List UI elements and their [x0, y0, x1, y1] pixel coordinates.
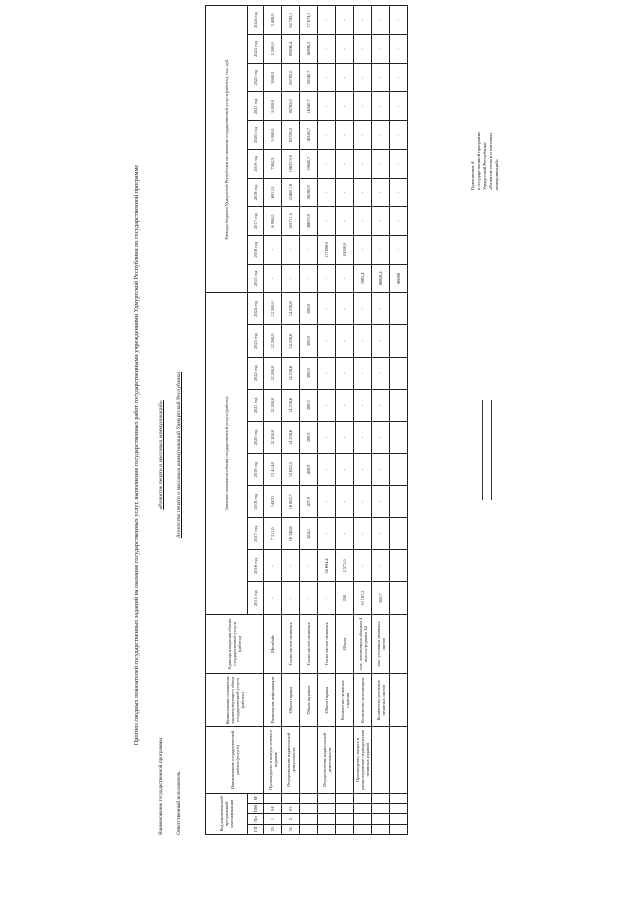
- volume-cell: 7 311,0: [264, 518, 282, 550]
- expense-year-header: 2022 год: [248, 63, 264, 92]
- expense-cell: -: [318, 92, 336, 121]
- pp-cell: 1: [264, 814, 282, 824]
- gp-header: ГП: [248, 824, 264, 834]
- appendix-line: коммуникаций»: [494, 158, 499, 190]
- volume-cell: -: [318, 518, 336, 550]
- expense-cell: -: [300, 264, 318, 293]
- volume-cell: -: [318, 421, 336, 453]
- appendix-line: Удмуртской Республики: [482, 142, 487, 190]
- m-cell: [264, 793, 282, 803]
- pp-cell: [300, 814, 318, 824]
- volume-cell: [390, 518, 408, 550]
- volume-cell: -: [336, 293, 354, 325]
- expense-cell: -: [318, 207, 336, 236]
- expense-cell: 89296,4: [282, 35, 300, 64]
- executor-name: [176, 295, 182, 615]
- volume-cell: -: [282, 582, 300, 614]
- expense-year-header: 2019 год: [248, 149, 264, 178]
- expense-cell: -: [264, 235, 282, 264]
- expense-cell: -: [336, 35, 354, 64]
- expense-cell: -: [354, 178, 372, 207]
- expense-cell: -: [336, 149, 354, 178]
- volume-cell: -: [372, 518, 390, 550]
- signature-line: [482, 400, 483, 500]
- expense-cell: 105711,5: [282, 207, 300, 236]
- volume-cell: -: [354, 389, 372, 421]
- table-row: [354, 6, 372, 835]
- volume-cell: [390, 550, 408, 582]
- om-header: ОМ: [248, 804, 264, 814]
- gp-cell: [390, 824, 408, 834]
- program-name-text: «Развитие печати и массовых коммуникаций»: [158, 400, 164, 510]
- table-row: [300, 6, 318, 835]
- expense-cell: 6911,0: [264, 178, 282, 207]
- signature-line: [491, 400, 492, 500]
- expense-year-header: 2018 год: [248, 178, 264, 207]
- expense-cell: 16340,7: [300, 92, 318, 121]
- m-cell: [282, 793, 300, 803]
- m-cell: [354, 793, 372, 803]
- volume-cell: 250: [336, 582, 354, 614]
- indicators-table: [205, 5, 408, 835]
- expense-cell: -: [354, 35, 372, 64]
- expense-cell: -: [318, 6, 336, 35]
- program-label: Наименование государственной программы: [158, 738, 164, 835]
- expense-cell: -: [390, 63, 408, 92]
- gp-cell: [336, 824, 354, 834]
- volume-cell: 14 238,6: [282, 357, 300, 389]
- table-row: [372, 6, 390, 835]
- volume-cell: 12 200,0: [264, 293, 282, 325]
- indicator-header: Наименование показателя, характеризующего объем государственной услуги (работы): [206, 674, 264, 727]
- expense-cell: -: [336, 63, 354, 92]
- volume-cell: 437,9: [300, 486, 318, 518]
- volume-cell: 454,1: [300, 518, 318, 550]
- volume-cell: -: [372, 357, 390, 389]
- table-row: [336, 6, 354, 835]
- expense-cell: 5 200,0: [264, 35, 282, 64]
- expense-cell: -: [372, 178, 390, 207]
- unit-cell: тыс. экземпляров объемом 4 полосы формата А2: [354, 614, 372, 674]
- volume-cell: -: [318, 293, 336, 325]
- volume-cell: 10 187,2: [354, 582, 372, 614]
- expense-cell: -: [336, 178, 354, 207]
- volume-cell: 389,9: [300, 357, 318, 389]
- om-cell: 04: [264, 804, 282, 814]
- expense-cell: -: [354, 92, 372, 121]
- gp-cell: [318, 824, 336, 834]
- volume-cell: 14 238,6: [282, 421, 300, 453]
- expense-cell: 85785,0: [282, 63, 300, 92]
- service-header: Наименование государственной работы (услуги): [206, 727, 264, 794]
- expense-cell: 16340,7: [300, 63, 318, 92]
- pp-cell: [318, 814, 336, 824]
- m-cell: [336, 793, 354, 803]
- volume-cell: 12 200,0: [264, 357, 282, 389]
- gp-cell: [354, 824, 372, 834]
- expense-cell: -: [354, 6, 372, 35]
- expense-cell: -: [318, 264, 336, 293]
- volume-cell: [390, 421, 408, 453]
- expense-cell: -: [372, 207, 390, 236]
- expense-cell: -: [318, 178, 336, 207]
- expense-cell: 19842,7: [300, 149, 318, 178]
- volume-year-header: 2017 год: [248, 518, 264, 550]
- m-header: М: [248, 793, 264, 803]
- volume-year-header: 2019 год: [248, 454, 264, 486]
- indicator-cell: Количество экземпляров: [354, 674, 372, 727]
- volume-cell: -: [336, 357, 354, 389]
- pp-header: Пп: [248, 814, 264, 824]
- expense-cell: 5 000,0: [264, 92, 282, 121]
- expense-cell: -: [336, 92, 354, 121]
- executor-name-text: Агентство печати и массовых коммуникаций Удмуртской Республики: [176, 371, 182, 539]
- service-cell: Осуществление издательской деятельности: [282, 727, 300, 794]
- expense-cell: 86858,4: [372, 264, 390, 293]
- unit-cell: Тысяч листов печатных: [300, 614, 318, 674]
- volume-cell: [390, 454, 408, 486]
- volume-cell: -: [354, 325, 372, 357]
- volume-cell: -: [336, 486, 354, 518]
- volume-cell: 2 571,0: [336, 550, 354, 582]
- indicator-cell: Объем тиража: [318, 674, 336, 727]
- volume-cell: 13 414,0: [264, 454, 282, 486]
- m-cell: [318, 793, 336, 803]
- pp-cell: [336, 814, 354, 824]
- page-title: Прогноз сводных показателей государственных заданий на оказание государственных услуг, выполнение государственных работ государственными учреждениями Удмуртской Республики по государственной программе: [133, 164, 140, 746]
- volume-cell: -: [354, 293, 372, 325]
- expense-cell: 16340,7: [300, 121, 318, 150]
- gp-cell: 35: [282, 824, 300, 834]
- expense-cell: -: [336, 6, 354, 35]
- volume-cell: 300,7: [372, 582, 390, 614]
- expense-cell: 3985,4: [354, 264, 372, 293]
- table-row: [390, 6, 408, 835]
- expense-cell: -: [336, 264, 354, 293]
- volume-cell: -: [372, 486, 390, 518]
- volume-cell: -: [318, 486, 336, 518]
- volume-cell: [390, 325, 408, 357]
- service-cell: [390, 727, 408, 794]
- expense-cell: 3 408,0: [264, 6, 282, 35]
- expense-cell: -: [354, 63, 372, 92]
- indicator-cell: Объем тиража: [282, 674, 300, 727]
- volume-year-header: 2024 год: [248, 293, 264, 325]
- volume-year-header: 2021 год: [248, 389, 264, 421]
- gp-cell: 35: [264, 824, 282, 834]
- volume-cell: 14 238,6: [282, 325, 300, 357]
- expense-cell: -: [300, 235, 318, 264]
- unit-cell: [390, 614, 408, 674]
- pp-cell: 2: [282, 814, 300, 824]
- indicator-cell: Объем журнала: [300, 674, 318, 727]
- volume-cell: -: [372, 550, 390, 582]
- volume-cell: -: [318, 582, 336, 614]
- expense-cell: -: [372, 121, 390, 150]
- volume-cell: -: [336, 454, 354, 486]
- service-cell: Производство и выпуск сетевого издания: [264, 727, 282, 794]
- volume-cell: 16 802,7: [282, 486, 300, 518]
- unit-header: Единица измерения объема государственной услуги (работы): [206, 614, 264, 674]
- volume-cell: 15 622,5: [282, 454, 300, 486]
- expense-cell: -: [372, 92, 390, 121]
- volume-cell: -: [354, 454, 372, 486]
- volume-cell: -: [318, 325, 336, 357]
- m-cell: [372, 793, 390, 803]
- gp-cell: [300, 824, 318, 834]
- appendix-note: [470, 60, 500, 190]
- gp-cell: [372, 824, 390, 834]
- volume-cell: -: [336, 325, 354, 357]
- unit-cell: Штука: [336, 614, 354, 674]
- expense-cell: -: [354, 121, 372, 150]
- table-row: [282, 6, 300, 835]
- pp-cell: [390, 814, 408, 824]
- service-cell: [336, 727, 354, 794]
- table-row: [318, 6, 336, 835]
- service-cell: Осуществление издательской деятельности: [318, 727, 336, 794]
- volume-cell: -: [372, 421, 390, 453]
- m-cell: [300, 793, 318, 803]
- expense-cell: -: [318, 63, 336, 92]
- expense-cell: 83785,0: [282, 121, 300, 150]
- expense-cell: -: [372, 149, 390, 178]
- expense-cell: 26670,0: [300, 207, 318, 236]
- expense-cell: -: [390, 178, 408, 207]
- volume-cell: -: [318, 454, 336, 486]
- indicator-cell: Размещение информации: [264, 674, 282, 727]
- expense-year-header: 2017 год: [248, 207, 264, 236]
- expense-year-header: 2016 год: [248, 235, 264, 264]
- volume-cell: [390, 389, 408, 421]
- volume-cell: -: [336, 421, 354, 453]
- expense-cell: -: [390, 92, 408, 121]
- unit-cell: Тысяч листов печатных: [282, 614, 300, 674]
- expense-cell: -: [318, 35, 336, 64]
- volume-cell: 16 694,4: [318, 550, 336, 582]
- om-cell: [372, 804, 390, 814]
- volume-cell: -: [372, 389, 390, 421]
- expense-cell: 86088: [390, 264, 408, 293]
- program-name: [158, 295, 164, 615]
- volume-cell: 389,9: [300, 421, 318, 453]
- volume-cell: 12 200,0: [264, 421, 282, 453]
- volume-cell: [390, 293, 408, 325]
- code-group-header: Код аналитической программной классификации: [206, 793, 248, 834]
- volume-cell: 408,9: [300, 454, 318, 486]
- volume-cell: -: [354, 550, 372, 582]
- expense-cell: 92 785,1: [282, 6, 300, 35]
- volume-cell: -: [372, 293, 390, 325]
- m-cell: [390, 793, 408, 803]
- volume-cell: -: [354, 486, 372, 518]
- volume-cell: -: [264, 550, 282, 582]
- pp-cell: [372, 814, 390, 824]
- expense-cell: -: [390, 235, 408, 264]
- volume-year-header: 2023 год: [248, 325, 264, 357]
- expense-cell: 16996,3: [300, 35, 318, 64]
- service-cell: [300, 727, 318, 794]
- expense-cell: -: [390, 121, 408, 150]
- expense-cell: -: [390, 207, 408, 236]
- volume-cell: -: [300, 582, 318, 614]
- volume-cell: -: [336, 389, 354, 421]
- expense-cell: 17 674,1: [300, 6, 318, 35]
- expense-cell: -: [372, 35, 390, 64]
- expense-cell: -: [372, 6, 390, 35]
- expense-cell: -: [390, 149, 408, 178]
- volume-group-header: Значение показателя объема государственной услуги (работы): [206, 293, 248, 614]
- indicator-cell: Количество печатных страниц: [336, 674, 354, 727]
- volume-cell: -: [354, 518, 372, 550]
- indicator-cell: [390, 674, 408, 727]
- volume-cell: 16 348,6: [282, 518, 300, 550]
- om-cell: [318, 804, 336, 814]
- expense-cell: 117498,0: [318, 235, 336, 264]
- expense-cell: 12469 1,8: [282, 178, 300, 207]
- volume-cell: 389,9: [300, 389, 318, 421]
- volume-cell: -: [300, 550, 318, 582]
- appendix-line: к государственной программе: [476, 131, 481, 190]
- expense-cell: 10000,0: [336, 235, 354, 264]
- volume-cell: 12 200,0: [264, 325, 282, 357]
- volume-cell: -: [318, 389, 336, 421]
- pp-cell: [354, 814, 372, 824]
- expense-group-header: Расходы бюджета Удмуртской Республики на оказание государственной услуги (работы), тыс. руб.: [206, 6, 248, 293]
- expense-cell: -: [390, 6, 408, 35]
- volume-cell: -: [372, 325, 390, 357]
- om-cell: [354, 804, 372, 814]
- volume-year-header: 2015 год: [248, 582, 264, 614]
- expense-cell: -: [354, 207, 372, 236]
- service-cell: Производство, выпуск и распространение периодических печатных изданий: [354, 727, 372, 794]
- volume-cell: [390, 582, 408, 614]
- appendix-line: Приложение 4: [470, 161, 475, 190]
- expense-year-header: 2020 год: [248, 121, 264, 150]
- expense-cell: 6 900,0: [264, 207, 282, 236]
- expense-cell: -: [372, 63, 390, 92]
- volume-cell: -: [264, 582, 282, 614]
- expense-cell: -: [336, 121, 354, 150]
- expense-cell: -: [372, 235, 390, 264]
- volume-year-header: 2020 год: [248, 421, 264, 453]
- volume-cell: -: [318, 357, 336, 389]
- expense-cell: -: [390, 35, 408, 64]
- volume-cell: -: [354, 421, 372, 453]
- table-row: [264, 6, 282, 835]
- om-cell: [300, 804, 318, 814]
- expense-year-header: 2021 год: [248, 92, 264, 121]
- volume-cell: [390, 357, 408, 389]
- unit-cell: Мегабайт: [264, 614, 282, 674]
- unit-cell: тыс. условных печатных листов: [372, 614, 390, 674]
- expense-cell: 5000,0: [264, 63, 282, 92]
- appendix-line: «Развитие печати и массовых: [488, 132, 493, 190]
- volume-cell: 14 238,6: [282, 293, 300, 325]
- service-cell: [372, 727, 390, 794]
- expense-cell: -: [264, 264, 282, 293]
- expense-cell: -: [282, 264, 300, 293]
- volume-cell: -: [336, 518, 354, 550]
- expense-cell: -: [354, 149, 372, 178]
- expense-cell: 26180,9: [300, 178, 318, 207]
- expense-cell: 85785,0: [282, 92, 300, 121]
- volume-cell: 389,9: [300, 293, 318, 325]
- expense-year-header: 2023 год: [248, 35, 264, 64]
- expense-year-header: 2024 год: [248, 6, 264, 35]
- om-cell: [390, 804, 408, 814]
- expense-cell: -: [282, 235, 300, 264]
- expense-cell: 5 000,0: [264, 121, 282, 150]
- om-cell: [336, 804, 354, 814]
- om-cell: 03: [282, 804, 300, 814]
- indicator-cell: Количество условных печатных листов: [372, 674, 390, 727]
- volume-year-header: 2022 год: [248, 357, 264, 389]
- expense-cell: -: [318, 121, 336, 150]
- volume-cell: -: [282, 550, 300, 582]
- volume-year-header: 2016 год: [248, 550, 264, 582]
- expense-cell: -: [318, 149, 336, 178]
- expense-cell: 10623 9,9: [282, 149, 300, 178]
- executor-label: Ответственный исполнитель: [176, 771, 182, 835]
- volume-cell: 389,9: [300, 325, 318, 357]
- volume-cell: [390, 486, 408, 518]
- unit-cell: Тысяч листов печатных: [318, 614, 336, 674]
- volume-cell: 14 238,6: [282, 389, 300, 421]
- expense-cell: -: [336, 207, 354, 236]
- volume-year-header: 2018 год: [248, 486, 264, 518]
- expense-year-header: 2015 год: [248, 264, 264, 293]
- expense-cell: -: [354, 235, 372, 264]
- volume-cell: -: [372, 454, 390, 486]
- expense-cell: 7362,5: [264, 149, 282, 178]
- volume-cell: 14470: [264, 486, 282, 518]
- volume-cell: -: [354, 357, 372, 389]
- volume-cell: 12 200,0: [264, 389, 282, 421]
